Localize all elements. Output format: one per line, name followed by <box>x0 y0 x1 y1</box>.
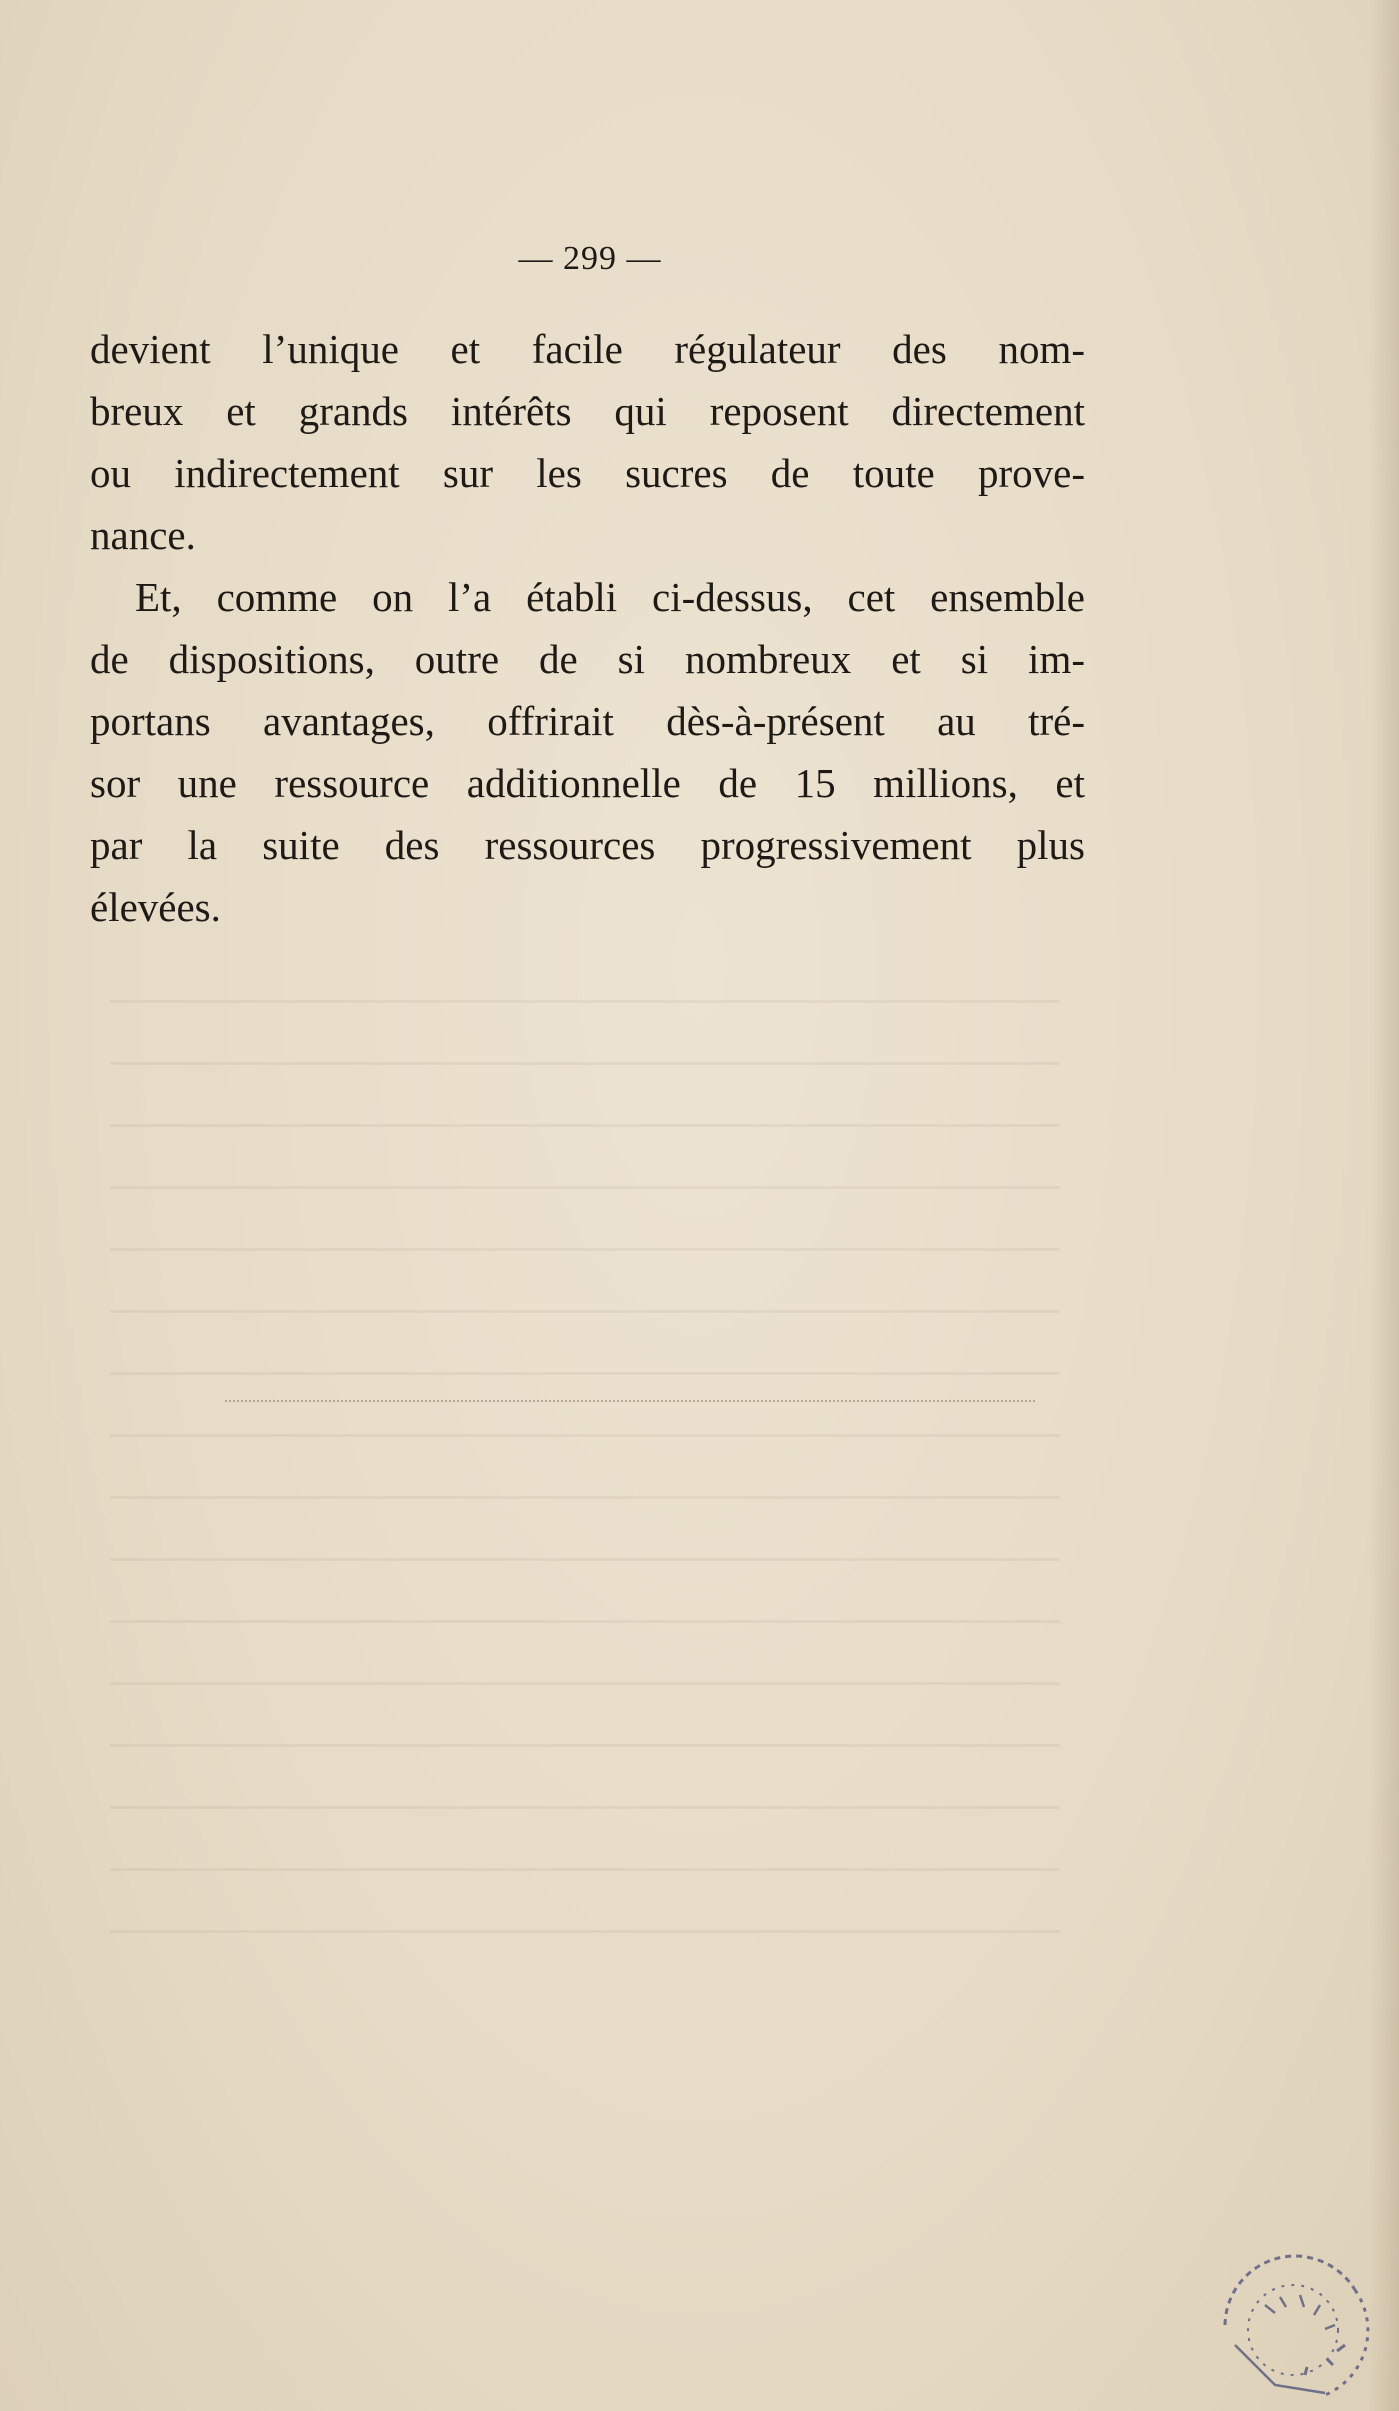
faint-dotted-rule <box>225 1400 1035 1402</box>
page-edge-shadow <box>1369 0 1399 2411</box>
text-line: élevées. <box>90 884 221 930</box>
text-line: breux et grands intérêts qui reposent directement <box>90 388 1085 434</box>
body-text <box>90 318 1085 938</box>
page-number: — 299 — <box>518 240 662 277</box>
show-through-text <box>110 1000 1060 1950</box>
text-line: par la suite des ressources progressivement plus <box>90 822 1085 868</box>
text-line: portans avantages, offrirait dès-à-présent au tré- <box>90 698 1085 744</box>
text-line: ou indirectement sur les sucres de toute prove- <box>90 450 1085 496</box>
text-line: de dispositions, outre de si nombreux et si im- <box>90 636 1085 682</box>
text-line: sor une ressource additionnelle de 15 millions, et <box>90 760 1085 806</box>
text-line: nance. <box>90 512 196 558</box>
library-stamp-icon <box>1205 2235 1380 2405</box>
text-line: devient l’unique et facile régulateur des nom- <box>90 326 1085 372</box>
text-line: Et, comme on l’a établi ci-dessus, cet ensemble <box>135 574 1085 620</box>
